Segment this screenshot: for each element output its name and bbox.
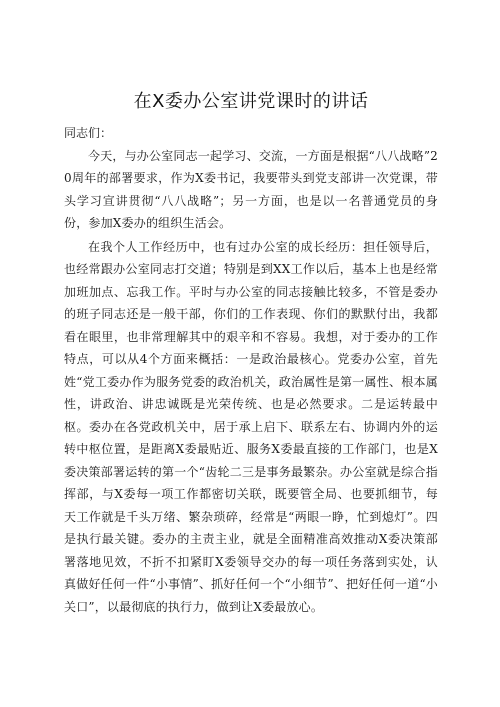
salutation: 同志们：	[64, 126, 113, 140]
document-title: 在X委办公室讲党课时的讲话	[133, 91, 369, 112]
body-paragraph-2: 在我个人工作经历中，也有过办公室的成长经历：担任领导后，也经常跟办公室同志打交道；特别是到XX工作以后，基本上也是经常加班加点、忘我工作。平时与办公室的同志接触比较多，不管是委办的班子同志还是一般干部，你们的工作表现、你们的默默付出，我都看在眼里，也非常理解其中的艰辛和不容易。我想，对于委办的工作特点，可以从4个方面来概括：一是政治最核心。党委办公室，首先姓“党工委办作为服务党委的政治机关，政治属性是第一属性、根本属性，讲政治、讲忠诚既是光荣传统、也是必然要求。二是运转最中枢。委办在各党政机关中，居于承上启下、联系左右、协调内外的运转中枢位置，是距离X委最贴近、服务X委最直接的工作部门，也是X委决策部署运转的第一个“齿轮二三是事务最繁杂。办公室就是综合指挥部，与X委每一项工作都密切关联，既要管全局、也要抓细节，每天工作就是千头万绪、繁杂琐碎，经常是“两眼一睁，忙到熄灯”。四是执行最关键。委办的主责主业，就是全面精准高效推动X委决策部署落地见效，不折不扣紧盯X委领导交办的每一项任务落到实处，认真做好任何一件“小事情”、抓好任何一个“小细节”、把好任何一道“小关口”，以最彻底的执行力，做到让X委最放心。	[64, 239, 438, 614]
body-paragraph-1: 今天，与办公室同志一起学习、交流，一方面是根据“八八战略”20周年的部署要求，作为X委书记，我要带头到党支部讲一次党课，带头学习宣讲贯彻“八八战略”；另一方面，也是以一名普通党员的身份，参加X委办的组织生活会。	[64, 148, 438, 230]
